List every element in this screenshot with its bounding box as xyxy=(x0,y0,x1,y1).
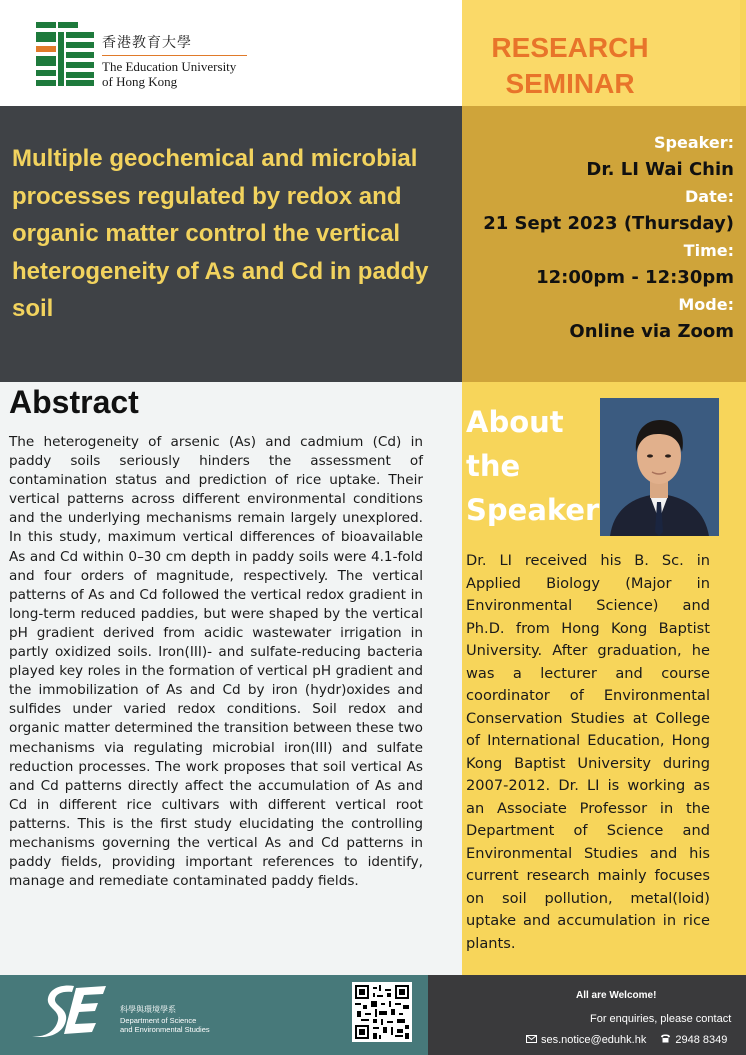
about-heading-line3: Speaker xyxy=(466,493,600,527)
time-label: Time: xyxy=(683,241,734,260)
speaker-portrait-icon xyxy=(600,398,719,536)
contact-phone[interactable]: 2948 8349 xyxy=(675,1034,728,1046)
logo-chinese-name: 香港教育大學 xyxy=(102,32,247,56)
talk-title: Multiple geochemical and microbial processes regulated by redox and organic matter control the vertical heterogeneity of As and Cd in paddy soil xyxy=(12,145,429,322)
abstract-heading: Abstract xyxy=(9,384,139,420)
enquiries-text: For enquiries, please contact xyxy=(590,1013,732,1025)
department-chinese-name: 科學與環境學系 xyxy=(120,1005,176,1014)
mode-label: Mode: xyxy=(678,295,734,314)
research-seminar-title xyxy=(470,30,670,102)
speaker-photo xyxy=(600,398,719,536)
ses-department-logo-icon xyxy=(28,980,108,1040)
welcome-text: All are Welcome! xyxy=(576,990,657,1001)
contact-line xyxy=(526,1034,727,1046)
qr-code-icon xyxy=(355,985,409,1039)
seminar-info xyxy=(464,130,734,346)
logo-english-line2: of Hong Kong xyxy=(102,74,178,89)
mode-value: Online via Zoom xyxy=(569,321,734,342)
time-value: 12:00pm - 12:30pm xyxy=(536,267,734,288)
speaker-name: Dr. LI Wai Chin xyxy=(586,159,734,180)
department-english-name xyxy=(120,1016,210,1034)
logo-text xyxy=(102,32,252,89)
about-heading-line1: About xyxy=(466,405,564,439)
banner-line1: RESEARCH xyxy=(491,32,649,63)
about-speaker-text: Dr. LI received his B. Sc. in Applied Biology (Major in Environmental Science) and Ph.D. from Hong Kong Baptist University. After graduation, he was a lecturer and course coordinator of Environmental Conservation Studies at College of International Education, Hong Kong Baptist University during 2007-2012. Dr. LI is working as an Associate Professor in the Department of Science and Environmental Studies and his current research mainly focuses on soil pollution, metal(loid) uptake and accumulation in rice plants. xyxy=(466,552,710,952)
about-speaker-heading xyxy=(466,400,600,532)
date-value: 21 Sept 2023 (Thursday) xyxy=(483,213,734,234)
date-label: Date: xyxy=(685,187,734,206)
department-english-line1: Department of Science xyxy=(120,1016,197,1025)
about-heading-line2: the xyxy=(466,449,521,483)
banner-line2: SEMINAR xyxy=(505,68,635,99)
phone-icon xyxy=(660,1034,671,1046)
eduhk-logo-icon xyxy=(36,22,94,86)
department-english-line2: and Environmental Studies xyxy=(120,1025,210,1034)
speaker-label: Speaker: xyxy=(654,133,734,152)
qr-code[interactable] xyxy=(352,982,412,1042)
contact-email[interactable]: ses.notice@eduhk.hk xyxy=(541,1034,647,1046)
abstract-text: The heterogeneity of arsenic (As) and cadmium (Cd) in paddy soils seriously hinders the assessment of contamination status and prediction of rice uptake. Their vertical patterns across different environmental conditions and the underlying mechanisms remain largely unexplored. In this study, maximum vertical differences of bioavailable As and Cd within 0–30 cm depth in paddy soils were 4.1-fold and four orders of magnitude, respectively. The vertical patterns of As and Cd followed the vertical redox gradient in long-term reduced paddies, but were shaped by the vertical pH gradient derived from acidic wastewater irrigation in partly oxidized soils. Iron(III)- and sulfate-reducing bacteria played key roles in the formation of vertical pH gradient and the immobilization of As and Cd by iron (hydr)oxides and sulfides under varied redox conditions. Soil redox and organic matter determined the transition between these two mechanisms via regulating microbial iron(III) and sulfate reduction processes. The work proposes that soil vertical As and Cd patterns directly affect the accumulation of As and Cd in different rice cultivars with different vertical root patterns. This is the first study elucidating the controlling mechanisms governing the vertical As and Cd patterns in paddy fields, providing important references to identify, manage and remediate contaminated paddy fields. xyxy=(9,434,423,890)
logo-english-line1: The Education University xyxy=(102,59,237,74)
envelope-icon xyxy=(526,1034,537,1046)
